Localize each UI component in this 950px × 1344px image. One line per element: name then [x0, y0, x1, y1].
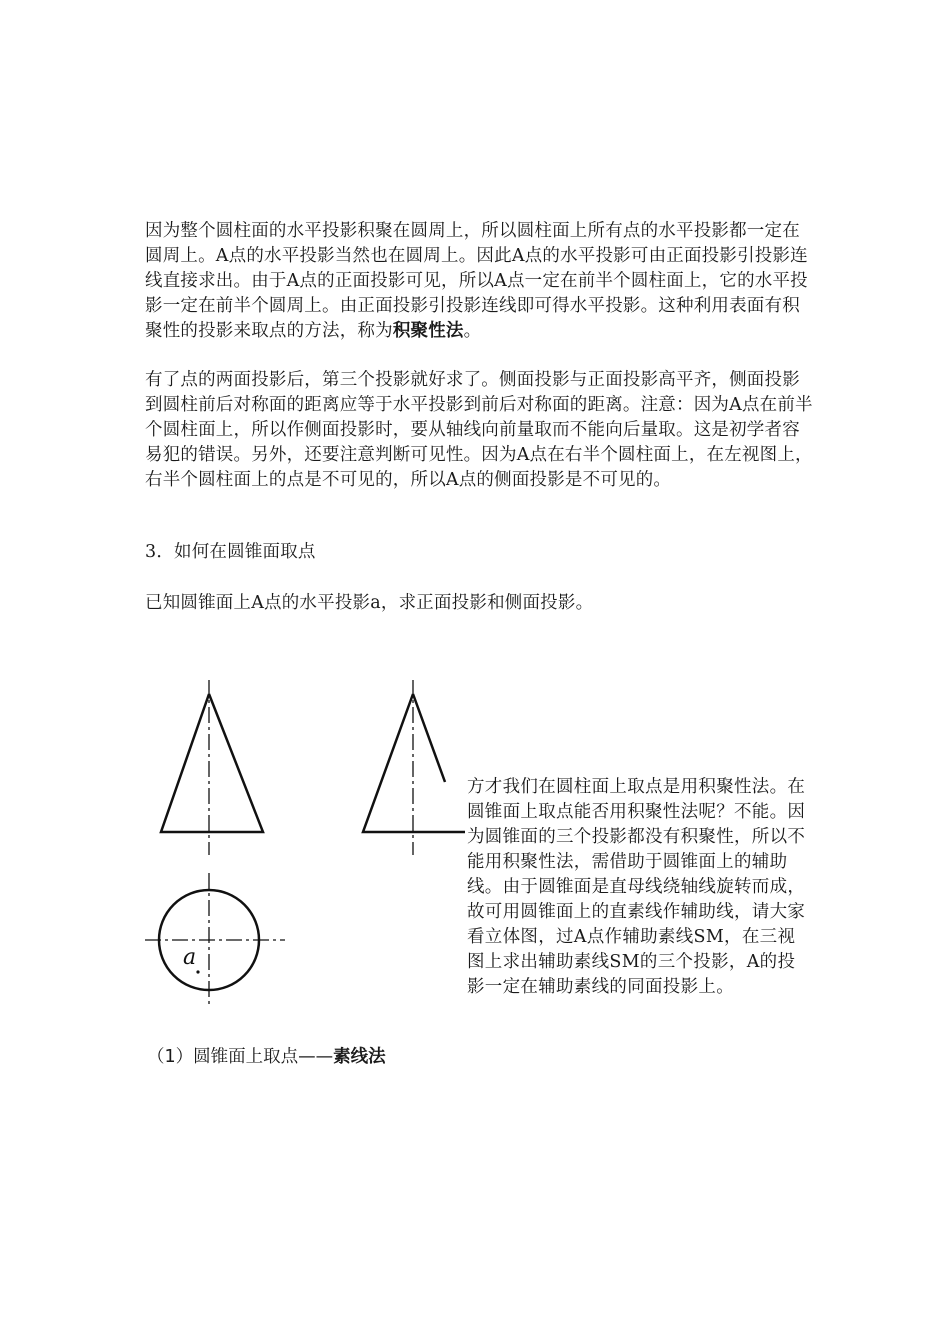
subheading-generatrix-method [147, 1045, 386, 1070]
point-a-marker [196, 970, 199, 973]
point-a-label: a [183, 945, 197, 970]
subheading-emphasis: 素线法 [333, 1047, 386, 1067]
subheading-prefix: （1）圆锥面上取点—— [147, 1047, 334, 1067]
given-statement: 已知圆锥面上A点的水平投影a，求正面投影和侧面投影。 [145, 593, 594, 613]
side-explanation-text: 方才我们在圆柱面上取点是用积聚性法。在圆锥面上取点能否用积聚性法呢？不能。因为圆锥面的三个投影都没有积聚性，所以不能用积聚性法，需借助于圆锥面上的辅助线。由于圆锥面是直母线绕轴线旋转而成，故可用圆锥面上的直素线作辅助线，请大家看立体图，过A点作辅助素线SM，在三视图上求出辅助素线SM的三个投影，A的投影一定在辅助素线的同面投影上。 [467, 777, 806, 997]
paragraph-cylinder-accumulation [145, 219, 813, 344]
emphasis-term: 积聚性法 [392, 321, 464, 341]
paragraph-side-projection: 有了点的两面投影后，第三个投影就好求了。侧面投影与正面投影高平齐，侧面投影到圆柱前后对称面的距离应等于水平投影到前后对称面的距离。注意：因为A点在前半个圆柱面上，所以作侧面投影时，要从轴线向前量取而不能向后量取。这是初学者容易犯的错误。另外，还要注意判断可见性。因为A点在右半个圆柱面上，在左视图上，右半个圆柱面上的点是不可见的，所以A点的侧面投影是不可见的。 [145, 370, 813, 490]
cone-three-view-figure [145, 675, 465, 1015]
side-view-cone [363, 680, 465, 855]
paragraph-end: 。 [463, 321, 482, 341]
section-heading: 3．如何在圆锥面取点 [145, 542, 316, 562]
paragraph-text: 因为整个圆柱面的水平投影积聚在圆周上，所以圆柱面上所有点的水平投影都一定在圆周上。A点的水平投影当然也在圆周上。因此A点的水平投影可由正面投影引投影连线直接求出。由于A点的正面投影可见，所以A点一定在前半个圆柱面上，它的水平投影一定在前半个圆周上。由正面投影引投影连线即可得水平投影。这种利用表面有积聚性的投影来取点的方法，称为 [145, 221, 808, 341]
front-view-cone [161, 680, 263, 855]
top-view-circle [145, 873, 285, 1005]
cone-drawing [145, 675, 465, 1015]
